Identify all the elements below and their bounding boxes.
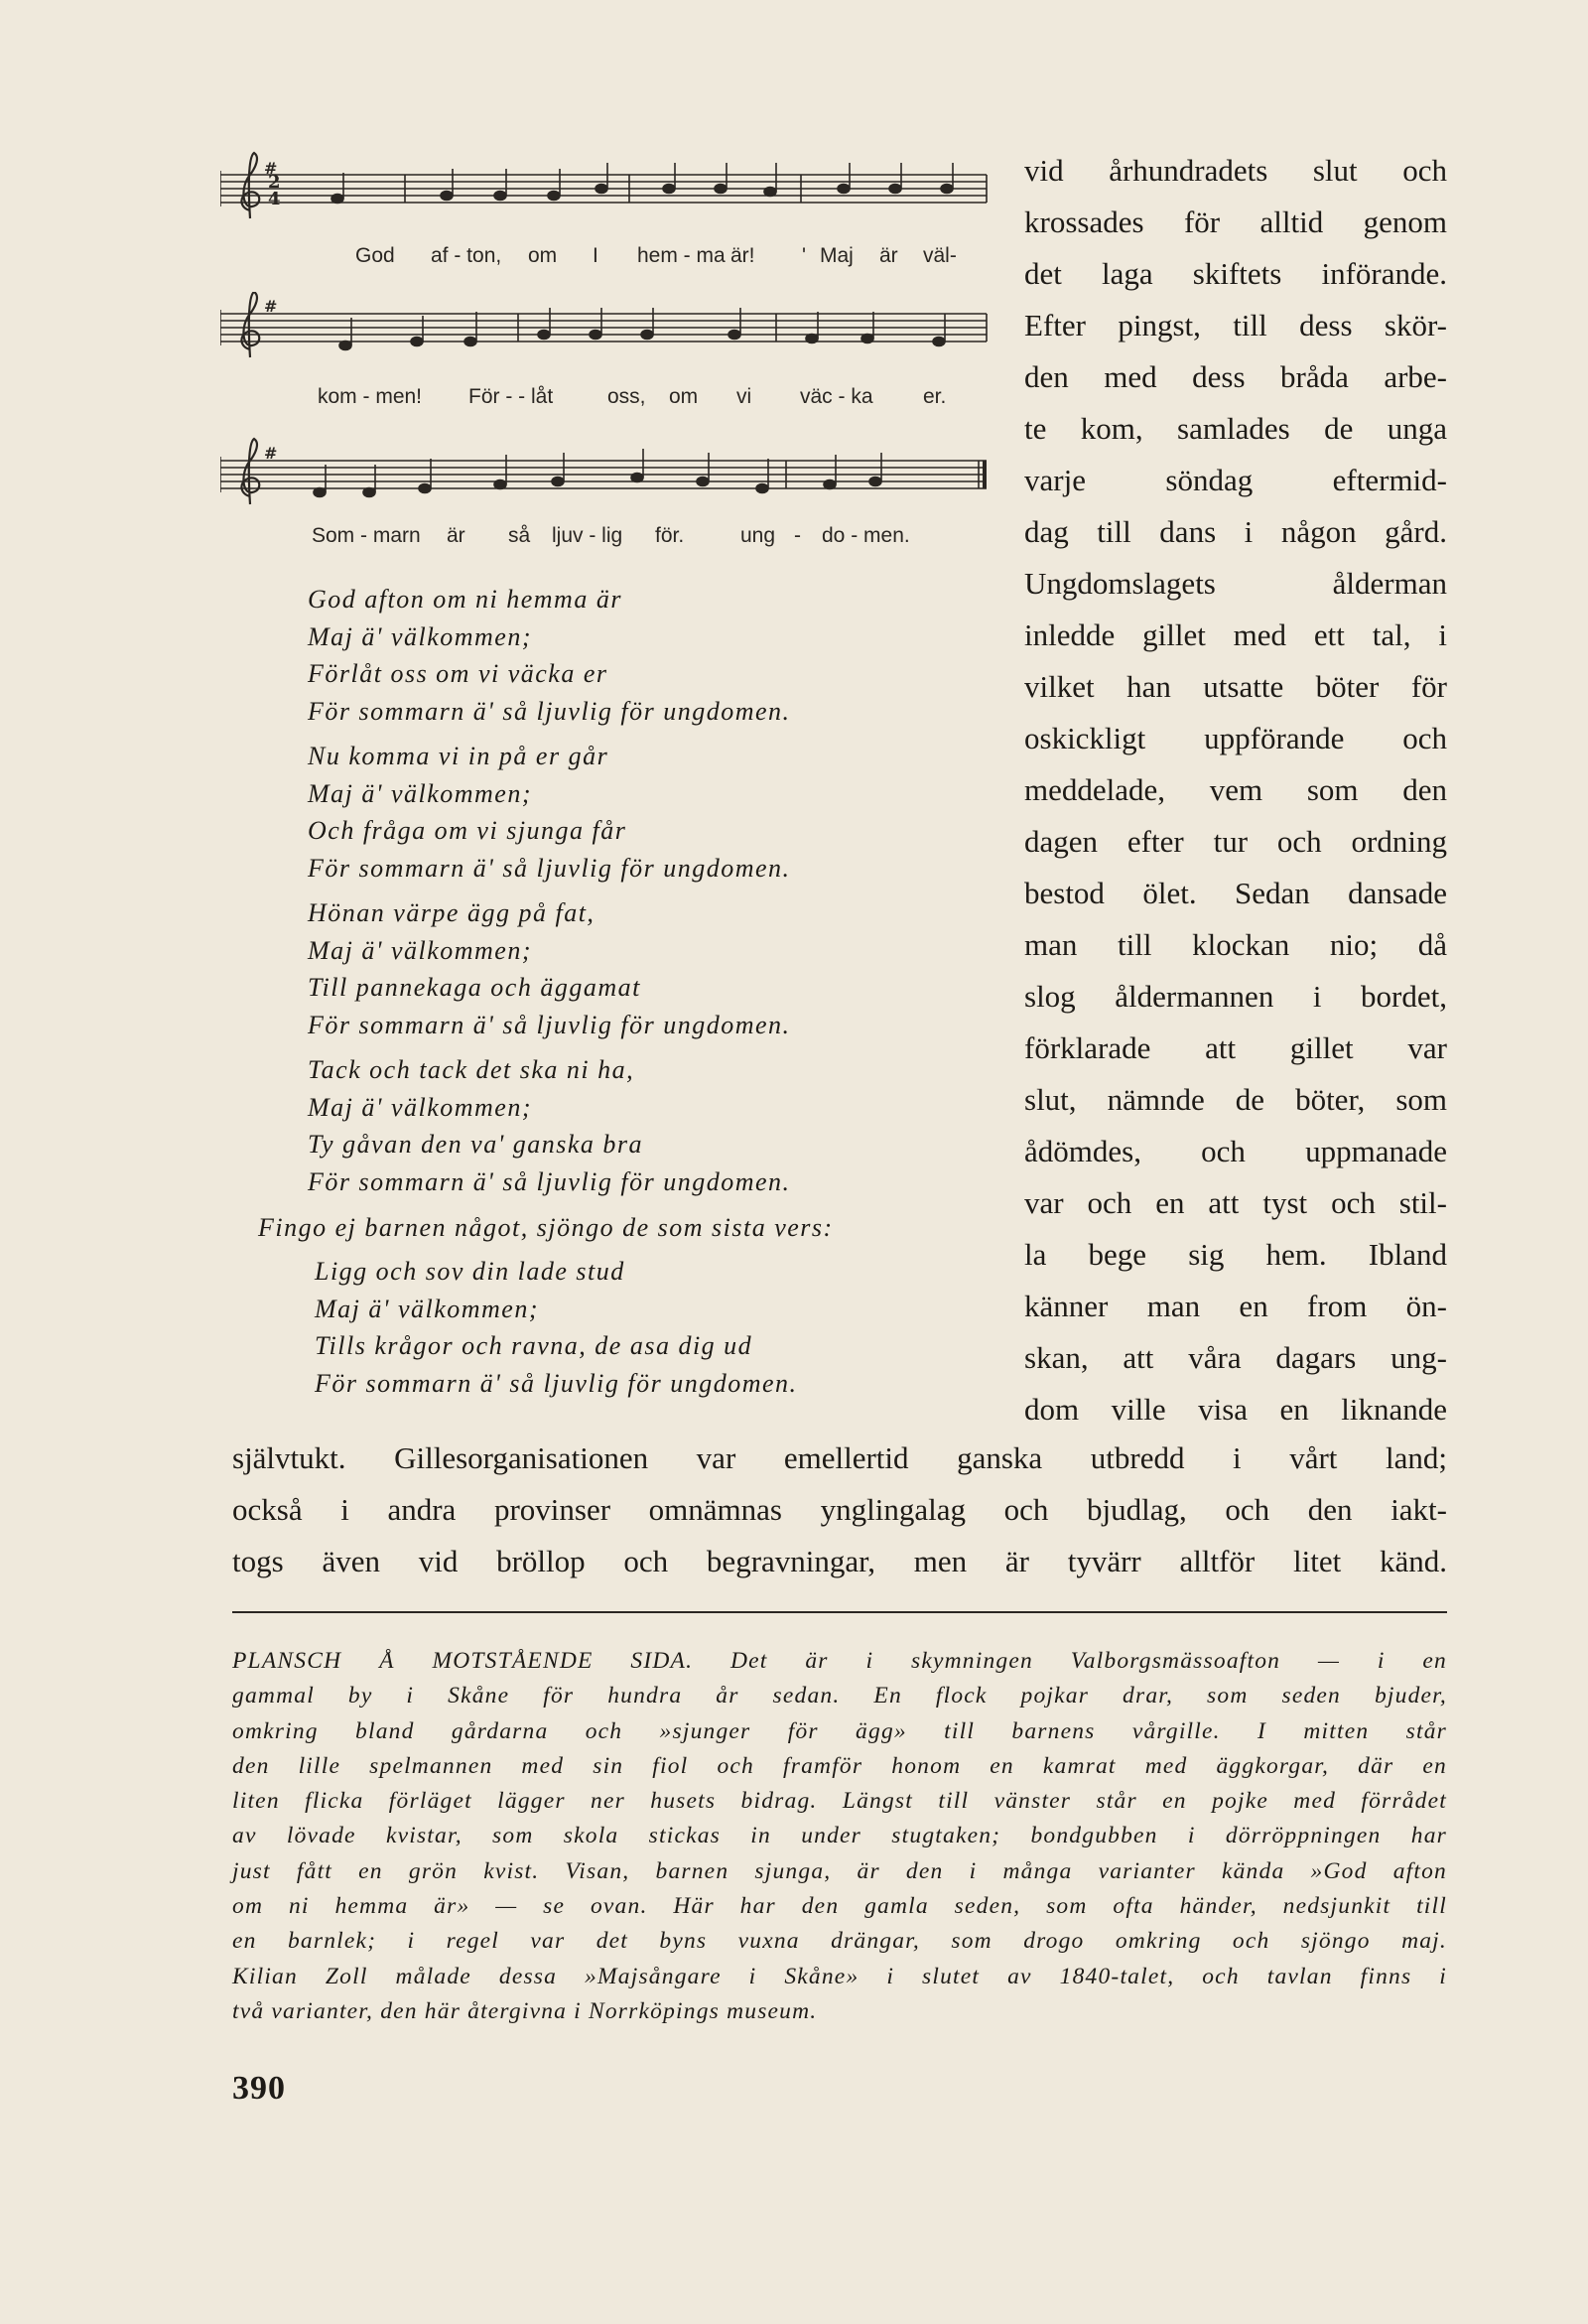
text-line: man till klockan nio; då [1024, 927, 1447, 962]
verse-line: För sommarn ä' så ljuvlig för ungdomen. [308, 853, 791, 883]
lyric: om [528, 244, 558, 267]
text-line: slut, nämnde de böter, som [1024, 1082, 1447, 1117]
verse-line: Förlåt oss om vi väcka er [308, 659, 608, 688]
lyric: är! [730, 244, 755, 267]
verse-line: För sommarn ä' så ljuvlig för ungdomen. [308, 696, 791, 726]
staff-2-lyrics [220, 385, 990, 415]
verse-line: För sommarn ä' så ljuvlig för ungdomen. [315, 1368, 798, 1398]
text-line: bestod ölet. Sedan dansade [1024, 876, 1447, 910]
staff-3-lyrics [220, 524, 990, 554]
text-line: vilket han utsatte böter för [1024, 669, 1447, 704]
stanza-3 [308, 894, 943, 1043]
caption-line: just fått en grön kvist. Visan, barnen sjunga, är den i många varianter kända »God afton [232, 1857, 1447, 1884]
lyric: - [794, 524, 801, 547]
verse-line: Till pannekaga och äggamat [308, 973, 641, 1002]
divider [232, 1611, 1447, 1613]
verse-line: Ty gåvan den va' ganska bra [308, 1130, 644, 1159]
lyric: ljuv - lig [552, 524, 623, 547]
staff-2-notation [220, 292, 990, 381]
lyric: af - ton, [431, 244, 502, 267]
svg-text:#: # [264, 297, 278, 316]
verse-line: Maj ä' välkommen; [308, 778, 532, 808]
text-line: dom ville visa en liknande [1024, 1392, 1447, 1427]
lyric: så [508, 524, 531, 547]
lyric: Maj [820, 244, 854, 267]
verse-line: Tack och tack det ska ni ha, [308, 1055, 635, 1084]
caption-line: Kilian Zoll målade dessa »Majsångare i Skåne» i slutet av 1840-talet, och tavlan finns i [232, 1963, 1447, 1989]
caption-line: PLANSCH Å MOTSTÅENDE SIDA. Det är i skymningen Valborgsmässoafton — i en [232, 1648, 1447, 1674]
lyric: oss, [607, 385, 646, 408]
lyric: ung [740, 524, 776, 547]
staff-1-notation [220, 149, 990, 238]
text-line: oskickligt uppförande och [1024, 721, 1447, 755]
page-number: 390 [232, 2070, 286, 2107]
verse-line: Hönan värpe ägg på fat, [308, 898, 596, 927]
verse-line: Nu komma vi in på er går [308, 742, 609, 770]
verse-line: För sommarn ä' så ljuvlig för ungdomen. [308, 1166, 791, 1196]
song-lyrics [308, 581, 943, 1208]
final-stanza [315, 1253, 798, 1402]
text-line: te kom, samlades de unga [1024, 411, 1447, 446]
plate-caption [232, 1644, 1447, 2029]
caption-line: en barnlek; i regel var det byns vuxna drängar, som drogo omkring och sjöngo maj. [232, 1928, 1447, 1955]
caption-line: omkring bland gårdarna och »sjunger för ägg» till barnens vårgille. I mitten står [232, 1717, 1447, 1744]
text-line: inledde gillet med ett tal, i [1024, 617, 1447, 652]
lyric: ' [802, 244, 807, 267]
lyric: För - - låt [468, 385, 554, 408]
music-staff-3 [220, 435, 990, 547]
final-verse-intro: Fingo ej barnen något, sjöngo de som sista vers: [258, 1213, 834, 1242]
caption-line: gammal by i Skåne för hundra år sedan. En flock pojkar drar, som seden bjuder, [232, 1683, 1447, 1709]
caption-line: den lille spelmannen med sin fiol och framför honom en kamrat med äggkorgar, där en [232, 1752, 1447, 1779]
lyric: I [593, 244, 598, 267]
verse-line: Maj ä' välkommen; [308, 621, 532, 651]
text-line: slog åldermannen i bordet, [1024, 979, 1447, 1014]
caption-line: liten flicka förläget lägger ner husets bidrag. Längst till vänster står en pojke med förrådet [232, 1788, 1447, 1815]
text-line: den med dess bråda arbe- [1024, 359, 1447, 394]
text-line: vid århundradets slut och [1024, 153, 1447, 188]
text-line: meddelade, vem som den [1024, 772, 1447, 807]
text-line: också i andra provinser omnämnas ynglingalag och bjudlag, och den iakt- [232, 1492, 1447, 1527]
text-line: känner man en from ön- [1024, 1289, 1447, 1323]
svg-text:#: # [264, 444, 278, 463]
staff-3-notation [220, 435, 990, 524]
text-line: det laga skiftets införande. [1024, 256, 1447, 291]
lyric: vi [736, 385, 752, 408]
lyric: God [355, 244, 395, 267]
text-line: ådömdes, och uppmanade [1024, 1134, 1447, 1168]
music-staff-1 [220, 149, 990, 267]
full-width-paragraph [232, 1433, 1447, 1587]
caption-line: av lövade kvistar, som skola stickas in under stugtaken; bondgubben i dörröppningen har [232, 1823, 1447, 1849]
stanza-1 [308, 581, 943, 730]
text-line: var och en att tyst och stil- [1024, 1185, 1447, 1220]
lyric: om [669, 385, 699, 408]
lyric: väl- [923, 244, 957, 267]
text-line: skan, att våra dagars ung- [1024, 1340, 1447, 1375]
body-text-column [1024, 145, 1447, 1435]
lyric: väc - ka [800, 385, 873, 408]
caption-line: två varianter, den här återgivna i Norrköpings museum. [232, 1997, 818, 2024]
text-line: varje söndag eftermid- [1024, 463, 1447, 497]
lyric: Som - marn [312, 524, 421, 547]
text-line: förklarade att gillet var [1024, 1030, 1447, 1065]
text-line: Efter pingst, till dess skör- [1024, 308, 1447, 342]
lyric: är [879, 244, 898, 267]
text-line: togs även vid bröllop och begravningar, men är tyvärr alltför litet känd. [232, 1544, 1447, 1578]
svg-text:#: # [264, 159, 278, 178]
verse-line: Maj ä' välkommen; [315, 1294, 539, 1323]
verse-line: Ligg och sov din lade stud [315, 1257, 625, 1286]
lyric: för. [655, 524, 685, 547]
text-line: dag till dans i någon gård. [1024, 514, 1447, 549]
text-line: självtukt. Gillesorganisationen var emellertid ganska utbredd i vårt land; [232, 1440, 1447, 1475]
music-staff-2 [220, 292, 990, 408]
staff-1-lyrics [220, 244, 990, 274]
caption-line: om ni hemma är» — se ovan. Här har den gamla seden, som ofta händer, nedsjunkit till [232, 1893, 1447, 1920]
lyric: kom - men! [318, 385, 423, 408]
text-line: krossades för alltid genom [1024, 205, 1447, 239]
verse-line: Maj ä' välkommen; [308, 1092, 532, 1122]
verse-line: För sommarn ä' så ljuvlig för ungdomen. [308, 1010, 791, 1039]
svg-text:2: 2 [268, 172, 281, 193]
text-line: dagen efter tur och ordning [1024, 824, 1447, 859]
text-line: Ungdomslagets ålderman [1024, 566, 1447, 601]
lyric: hem - ma [637, 244, 726, 267]
verse-line: God afton om ni hemma är [308, 585, 622, 614]
lyric: er. [923, 385, 947, 408]
verse-line: Och fråga om vi sjunga får [308, 816, 627, 845]
text-line: la bege sig hem. Ibland [1024, 1237, 1447, 1272]
lyric: do - men. [822, 524, 910, 547]
stanza-4 [308, 1051, 943, 1200]
verse-line: Maj ä' välkommen; [308, 935, 532, 965]
stanza-2 [308, 738, 943, 887]
lyric: är [447, 524, 465, 547]
verse-line: Tills krågor och ravna, de asa dig ud [315, 1331, 753, 1360]
svg-text:4: 4 [268, 189, 281, 209]
